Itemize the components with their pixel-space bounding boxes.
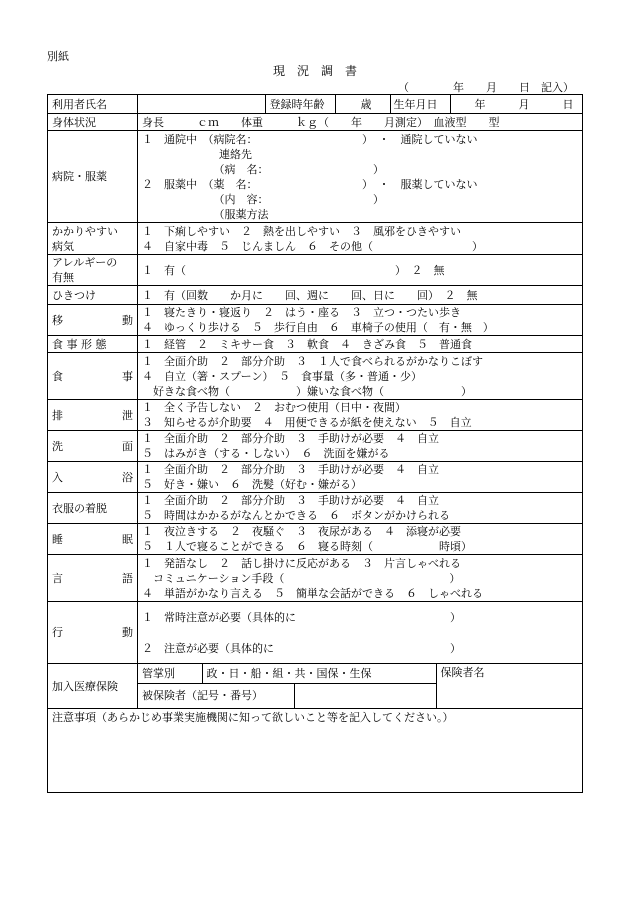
meal-form-label: 食 事 形 態 <box>48 336 138 353</box>
dressing-content[interactable]: １ 全面介助 ２ 部分介助 ３ 手助けが必要 ４ 自立 ５ 時間はかかるがなんとかできる ６ ボタンがかけられる <box>138 493 583 524</box>
row-allergy <box>48 255 583 286</box>
row-washing <box>48 431 583 462</box>
row-illness <box>48 223 583 255</box>
user-name-label: 利用者氏名 <box>48 95 137 113</box>
row-excretion <box>48 400 583 431</box>
allergy-label: アレルギーの 有無 <box>48 255 138 286</box>
row-seizure <box>48 286 583 305</box>
sleep-label: 睡 眠 <box>48 524 138 555</box>
hospital-label: 病院・服薬 <box>48 131 138 223</box>
illness-content[interactable]: １ 下痢しやすい ２ 熱を出しやすい ３ 風邪をひきやすい ４ 自家中毒 ５ じんましん ６ その他（ ） <box>138 223 583 255</box>
row-hospital <box>48 131 583 223</box>
insurance-label: 加入医療保険 <box>48 664 138 709</box>
hospital-line: 連絡先 <box>142 147 252 161</box>
sleep-content[interactable]: １ 夜泣きする ２ 夜騒ぐ ３ 夜尿がある ４ 添寝が必要 ５ １人で寝ることができる ６ 寝る時刻（ 時頃） <box>138 524 583 555</box>
meal-label: 食 事 <box>48 353 138 400</box>
row-sleep <box>48 524 583 555</box>
status-survey-table <box>47 94 583 793</box>
behavior-content[interactable]: １ 常時注意が必要（具体的に ） ２ 注意が必要（具体的に ） <box>138 602 583 664</box>
washing-label: 洗 面 <box>48 431 138 462</box>
hospital-line: （服薬方法 <box>142 207 390 221</box>
language-content[interactable]: １ 発語なし ２ 話し掛けに反応がある ３ 片言しゃべれる コミュニケーション手段（ ） ４ 単語がかなり言える ５ 簡単な会話ができる ６ しゃべれる <box>138 555 583 602</box>
body-content[interactable]: 身長 ｃｍ 体重 ｋｇ（ 年 月測定） 血液型 型 <box>138 114 583 131</box>
illness-label: かかりやすい 病気 <box>48 223 138 255</box>
body-label: 身体状況 <box>48 114 138 131</box>
age-field[interactable] <box>335 95 390 113</box>
row-notes <box>48 709 583 793</box>
hospital-line: １ 通院中 （病院名： ） ・ 通院していない <box>142 132 478 146</box>
insured-number-field[interactable] <box>294 683 436 708</box>
row-dressing <box>48 493 583 524</box>
row-meal-form <box>48 336 583 353</box>
meal-content[interactable]: １ 全面介助 ２ 部分介助 ３ １人で食べられるがかなりこぼす ４ 自立（箸・スプーン） ５ 食事量（多・普通・少） 好きな食べ物（ ）嫌いな食べ物（ ） <box>138 353 583 400</box>
row-body <box>48 114 583 131</box>
insurer-name-field[interactable] <box>436 664 582 708</box>
washing-content[interactable]: １ 全面介助 ２ 部分介助 ３ 手助けが必要 ４ 自立 ５ はみがき（する・しない） ６ 洗面を嫌がる <box>138 431 583 462</box>
movement-content[interactable]: １ 寝たきり・寝返り ２ はう・座る ３ 立つ・つたい歩き ４ ゆっくり歩ける ５ 歩行自由 ６ 車椅子の使用（ 有・無 ） <box>138 305 583 336</box>
hospital-line: （内 容： ） <box>142 192 384 206</box>
form-title: 現 況 調 書 <box>272 64 357 78</box>
excretion-content[interactable]: １ 全く予告しない ２ おむつ使用（日中・夜間） ３ 知らせるが介助要 ４ 用便できるが紙を使えない ５ 自立 <box>138 400 583 431</box>
seizure-content[interactable]: １ 有（回数 か月に 回、週に 回、日に 回） ２ 無 <box>138 286 583 305</box>
user-name-field[interactable] <box>137 95 265 113</box>
bathing-label: 入 浴 <box>48 462 138 493</box>
excretion-label: 排 泄 <box>48 400 138 431</box>
insurer-name-label: 保険者名 <box>440 666 485 679</box>
attachment-label: 別紙 <box>47 50 69 63</box>
row-user <box>48 95 583 114</box>
registration-age-label: 登録時年齢 <box>265 95 335 113</box>
meal-form-content[interactable]: １ 経管 ２ ミキサー食 ３ 軟食 ４ きざみ食 ５ 普通食 <box>138 336 583 353</box>
hospital-content[interactable] <box>138 131 583 223</box>
bathing-content[interactable]: １ 全面介助 ２ 部分介助 ３ 手助けが必要 ４ 自立 ５ 好き・嫌い ６ 洗髪（好む・嫌がる） <box>138 462 583 493</box>
row-behavior <box>48 602 583 664</box>
language-label: 言 語 <box>48 555 138 602</box>
jurisdiction-options[interactable]: 政・日・船・組・共・国保・生保 <box>202 664 436 683</box>
birth-date-label: 生年月日 <box>390 95 450 113</box>
row-movement <box>48 305 583 336</box>
row-bathing <box>48 462 583 493</box>
movement-label: 移 動 <box>48 305 138 336</box>
entry-date[interactable]: （ 年 月 日 記入） <box>398 81 574 94</box>
row-insurance <box>48 664 583 709</box>
insured-number-label: 被保険者（記号・番号） <box>138 683 294 708</box>
age-unit: 歳 <box>360 97 372 111</box>
row-language <box>48 555 583 602</box>
jurisdiction-label: 管掌別 <box>138 664 202 683</box>
hospital-line: ２ 服薬中 （薬 名： ） ・ 服薬していない <box>142 177 478 191</box>
dressing-label: 衣服の着脱 <box>48 493 138 524</box>
row-meal <box>48 353 583 400</box>
allergy-content[interactable]: １ 有（ ） ２ 無 <box>138 255 583 286</box>
seizure-label: ひきつけ <box>48 286 138 305</box>
behavior-label: 行 動 <box>48 602 138 664</box>
birth-date-field[interactable]: 年 月 日 <box>450 95 582 113</box>
notes-label: 注意事項（あらかじめ事業実施機関に知って欲しいこと等を記入してください。） <box>52 711 454 724</box>
notes-field[interactable] <box>48 709 583 793</box>
hospital-line: （病 名： ） <box>142 162 384 176</box>
